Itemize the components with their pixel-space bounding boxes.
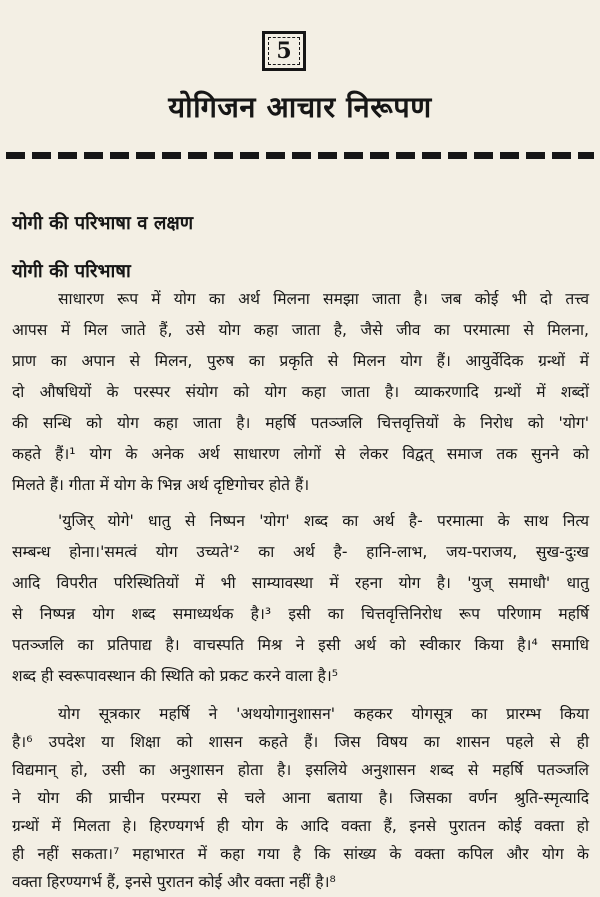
paragraph-2-line-5: पतञ्जलि का प्रतिपाद्य है। वाचस्पति मिश्र ने इसी अर्थ को स्वीकार किया है।⁴ समाधि [12, 636, 589, 654]
paragraph-1-line-3: प्राण का अपान से मिलन, पुरुष का प्रकृति से मिलन योग हैं। आयुर्वेदिक ग्रन्थों में [12, 352, 589, 370]
chapter-number: 5 [276, 38, 292, 64]
subsection-heading: योगी की परिभाषा [12, 261, 131, 282]
chapter-number-box [262, 31, 306, 71]
paragraph-3-line-2: है।⁶ उपदेश या शिक्षा को शासन कहते हैं। जिस विषय का शासन पहले से ही [12, 733, 589, 751]
dashed-divider [6, 152, 594, 159]
paragraph-2-line-6: शब्द ही स्वरूपावस्थान की स्थिति को प्रकट करने वाला है।⁵ [12, 667, 339, 685]
paragraph-3-line-6: ही नहीं सकता।⁷ महाभारत में कहा गया है कि सांख्य के वक्ता कपिल और योग के [12, 845, 589, 863]
section-heading: योगी की परिभाषा व लक्षण [12, 213, 194, 234]
paragraph-2-line-2: सम्बन्ध होना।'समत्वं योग उच्यते'² का अर्थ है- हानि-लाभ, जय-पराजय, सुख-दुःख [12, 543, 589, 561]
paragraph-1-line-7: मिलते हैं। गीता में योग के भिन्न अर्थ दृष्टिगोचर होते हैं। [12, 476, 310, 494]
paragraph-2-line-1: 'युजिर् योगे' धातु से निष्पन 'योग' शब्द का अर्थ है- परमात्मा के साथ नित्य [58, 512, 589, 530]
paragraph-3-line-3: विद्यमान् हो, उसी का अनुशासन होता है। इसलिये अनुशासन शब्द से महर्षि पतञ्जलि [12, 761, 589, 779]
paragraph-2-line-3: आदि विपरीत परिस्थितियों में भी साम्यावस्था में रहना योग है। 'युज् समाधौ' धातु [12, 574, 589, 592]
paragraph-1-line-4: दो औषधियों के परस्पर संयोग को योग कहा जाता है। व्याकरणादि ग्रन्थों में शब्दों [12, 383, 589, 401]
paragraph-2-line-4: से निष्पन्न योग शब्द समाध्यर्थक है।³ इसी का चित्तवृत्तिनिरोध रूप परिणाम महर्षि [12, 605, 589, 623]
paragraph-1-line-1: साधारण रूप में योग का अर्थ मिलना समझा जाता है। जब कोई भी दो तत्त्व [58, 290, 589, 308]
paragraph-1-line-5: की सन्धि को योग कहा जाता है। महर्षि पतञ्जलि चित्तवृत्तियों के निरोध को 'योग' [12, 414, 589, 432]
chapter-title: योगिजन आचार निरूपण [168, 90, 432, 124]
paragraph-3-line-4: ने योग की प्राचीन परम्परा से चले आना बताया है। जिसका वर्णन श्रुति-स्मृत्यादि [12, 789, 589, 807]
paragraph-1-line-6: कहते हैं।¹ योग के अनेक अर्थ साधारण लोगों से लेकर विद्वत् समाज तक सुनने को [12, 445, 589, 463]
paragraph-3-line-7: वक्ता हिरण्यगर्भ हैं, इनसे पुरातन कोई और वक्ता नहीं है।⁸ [12, 873, 336, 891]
paragraph-3-line-1: योग सूत्रकार महर्षि ने 'अथयोगानुशासन' कहकर योगसूत्र का प्रारम्भ किया [58, 705, 589, 723]
paragraph-1-line-2: आपस में मिल जाते हैं, उसे योग कहा जाता है, जैसे जीव का परमात्मा से मिलना, [12, 321, 589, 339]
paragraph-3-line-5: ग्रन्थों में मिलता हे। हिरण्यगर्भ ही योग के आदि वक्ता हैं, इनसे पुरातन कोई वक्ता हो [12, 817, 589, 835]
